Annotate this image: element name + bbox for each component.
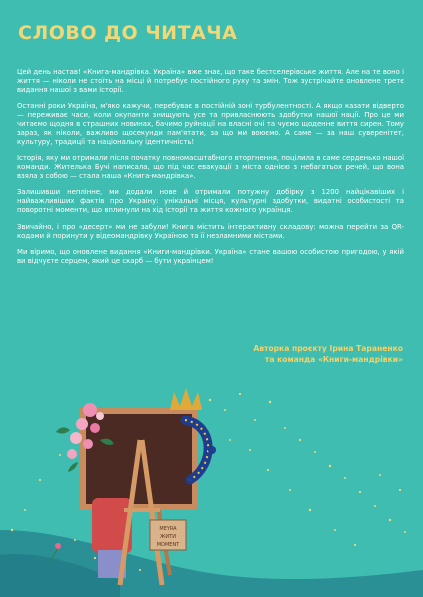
body-text <box>17 68 404 273</box>
signature <box>143 343 403 365</box>
paragraph: Останні роки Україна, м'яко кажучи, перебуває в постійній зоні турбулентності. А якщо казати відверто — переживає часи, коли окупанти знищують усе та привласнюють здобутки нашої нації. Про це ми читаємо щодня в страшних новинах, бачимо руйнації на власні очі та чуємо щоденне виття сирен. Тому зараз, як ніколи, важливо щосекунди пам'ятати, за що ми воюємо. А саме — за наш суверенітет, культуру, традиції та національну ідентичність! <box>17 102 404 146</box>
paragraph: Залишивши неплінне, ми додали нове й отримали потужну добірку з 1200 найцікавіших і найважливіших фактів про Україну: унікальні місця, культурні здобутки, видатні особистості та поворотні моменти, що вплинули на хід історії та життя кожного українця. <box>17 188 404 215</box>
sign-text-3: MOMENT <box>156 542 180 548</box>
page-title: СЛОВО ДО ЧИТАЧА <box>18 22 238 44</box>
sign-text-2: ЖИТИ <box>160 534 176 540</box>
paragraph: Ми віримо, що оновлене видання «Книги-мандрівки. Україна» стане вашою особистою пригодою, у якій ви відчуєте серцем, який це скарб — бути українцем! <box>17 248 404 265</box>
paragraph: Історія, яку ми отримали після початку повномасштабного вторгнення, поцілила в саме серденько нашої команди. Жителька Бучі написала, що під час евакуації з міста однією з небагатьох речей, що вона взяла з собою — стала наша «Книга-мандрівка». <box>17 154 404 181</box>
signature-team: та команда «Книги-мандрівки» <box>264 355 403 364</box>
sign-text-1: MEYRA <box>159 526 177 532</box>
crown-shape <box>170 388 202 410</box>
easel-illustration <box>0 380 423 597</box>
paragraph: Цей день настав! «Книга-мандрівка. Україна» вже знає, що таке бестселерівське життя. Але на те воно і життя — ніколи не стоїть на місці й потребує постійного руху та змін. Тож зустрічайте оновлене третє видання нашої з вами історії. <box>17 68 404 94</box>
signature-author: Авторка проєкту Ірина Тараненко <box>253 344 403 353</box>
paragraph: Звичайно, і про «десерт» ми не забули! Книга містить інтерактивну складову: можна перейти за QR-кодами й поринути у відеомандрівку Україною та її незламними містами. <box>17 222 404 240</box>
